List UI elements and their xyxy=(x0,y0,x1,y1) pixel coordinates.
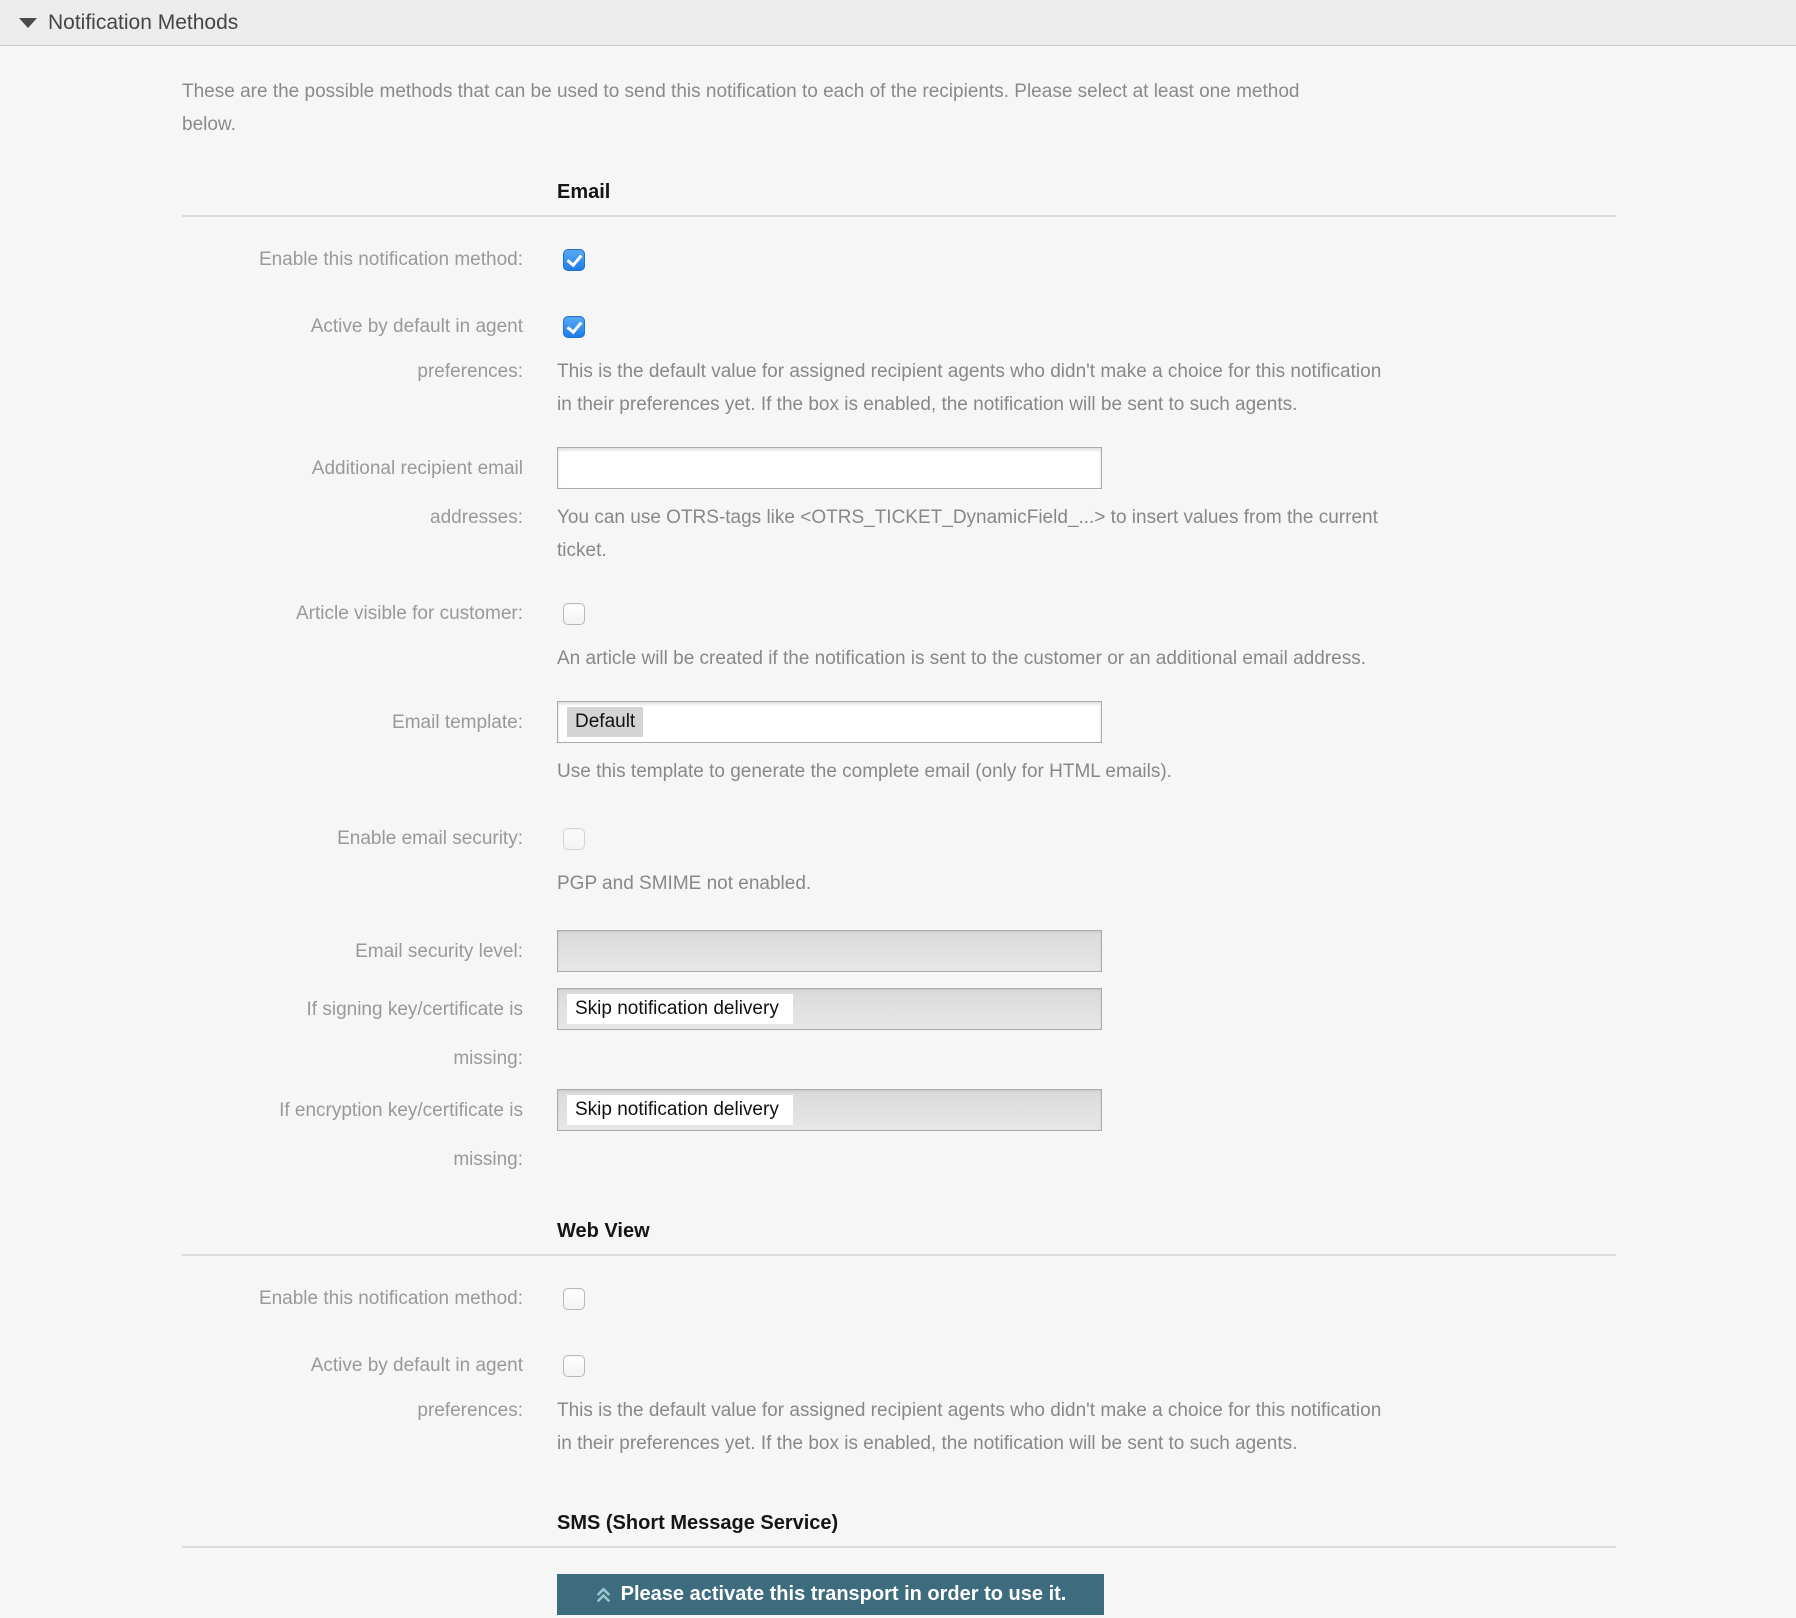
field-label-cont: preferences: xyxy=(417,361,523,382)
webview-active-default-checkbox[interactable] xyxy=(563,1355,585,1377)
double-chevron-up-icon xyxy=(595,1586,612,1604)
email-security-checkbox xyxy=(563,828,585,850)
field-description: This is the default value for assigned recipient agents who didn't make a choice for this notification in their preferences yet. If the box is enabled, the notification will be sent to such agents. xyxy=(557,361,1382,415)
row-sms-activate xyxy=(182,1574,1796,1615)
field-description: This is the default value for assigned recipient agents who didn't make a choice for this notification in their preferences yet. If the box is enabled, the notification will be sent to such agents. xyxy=(557,1400,1382,1454)
selected-value: Skip notification delivery xyxy=(567,994,793,1024)
field-label: Article visible for customer: xyxy=(295,603,523,624)
activate-transport-label: Please activate this transport in order to use it. xyxy=(620,1583,1067,1605)
field-description: You can use OTRS-tags like <OTRS_TICKET_DynamicField_...> to insert values from the current ticket. xyxy=(557,507,1378,561)
widget-header xyxy=(0,0,1796,46)
webview-enable-checkbox[interactable] xyxy=(563,1288,585,1310)
row-email-enable xyxy=(182,243,1796,276)
row-email-security xyxy=(182,822,1796,900)
field-label: Additional recipient email xyxy=(311,457,523,479)
field-label: If signing key/certificate is xyxy=(306,998,523,1020)
section-divider xyxy=(182,1546,1616,1548)
field-label: Enable this notification method: xyxy=(258,1288,523,1309)
field-label: Enable email security: xyxy=(337,828,523,849)
section-header-sms: SMS (Short Message Service) xyxy=(557,1512,839,1534)
section-header-email: Email xyxy=(557,181,611,203)
row-webview-enable xyxy=(182,1282,1796,1315)
article-visible-checkbox[interactable] xyxy=(563,603,585,625)
row-encryption-missing xyxy=(182,1089,1796,1176)
signing-missing-select xyxy=(557,988,1102,1030)
section-divider xyxy=(182,1254,1616,1256)
selected-value: Default xyxy=(567,707,643,737)
row-additional-recipients xyxy=(182,447,1796,567)
field-description: An article will be created if the notification is sent to the customer or an additional email address. xyxy=(557,648,1366,669)
section-divider xyxy=(182,215,1616,217)
field-label: Active by default in agent xyxy=(310,1355,523,1376)
row-email-security-level xyxy=(182,930,1796,972)
notification-methods-panel xyxy=(0,46,1796,1615)
field-label: If encryption key/certificate is xyxy=(279,1099,523,1121)
email-active-default-checkbox[interactable] xyxy=(563,316,585,338)
field-label-cont: missing: xyxy=(453,1048,523,1069)
field-description: Use this template to generate the complete email (only for HTML emails). xyxy=(557,761,1172,782)
field-description: PGP and SMIME not enabled. xyxy=(557,873,812,894)
encryption-missing-select xyxy=(557,1089,1102,1131)
field-label-cont: preferences: xyxy=(417,1400,523,1421)
row-article-visible xyxy=(182,597,1796,675)
email-enable-checkbox[interactable] xyxy=(563,249,585,271)
row-signing-missing xyxy=(182,988,1796,1075)
field-label: Enable this notification method: xyxy=(258,249,523,270)
field-label: Email security level: xyxy=(355,940,523,962)
collapse-toggle-icon[interactable] xyxy=(19,18,37,28)
activate-transport-button[interactable] xyxy=(557,1574,1104,1615)
email-security-level-select xyxy=(557,930,1102,972)
field-label: Email template: xyxy=(392,711,523,733)
row-email-active-default xyxy=(182,310,1796,421)
widget-title: Notification Methods xyxy=(48,10,239,34)
section-header-webview: Web View xyxy=(557,1220,650,1242)
row-email-template xyxy=(182,701,1796,788)
selected-value: Skip notification delivery xyxy=(567,1095,793,1125)
row-webview-active-default xyxy=(182,1349,1796,1460)
additional-recipients-input[interactable] xyxy=(557,447,1102,489)
field-label-cont: addresses: xyxy=(430,507,523,528)
email-template-select[interactable] xyxy=(557,701,1102,743)
field-label: Active by default in agent xyxy=(310,316,523,337)
field-label-cont: missing: xyxy=(453,1149,523,1170)
intro-text: These are the possible methods that can be used to send this notification to each of the recipients. Please select at least one method below. xyxy=(182,81,1300,135)
